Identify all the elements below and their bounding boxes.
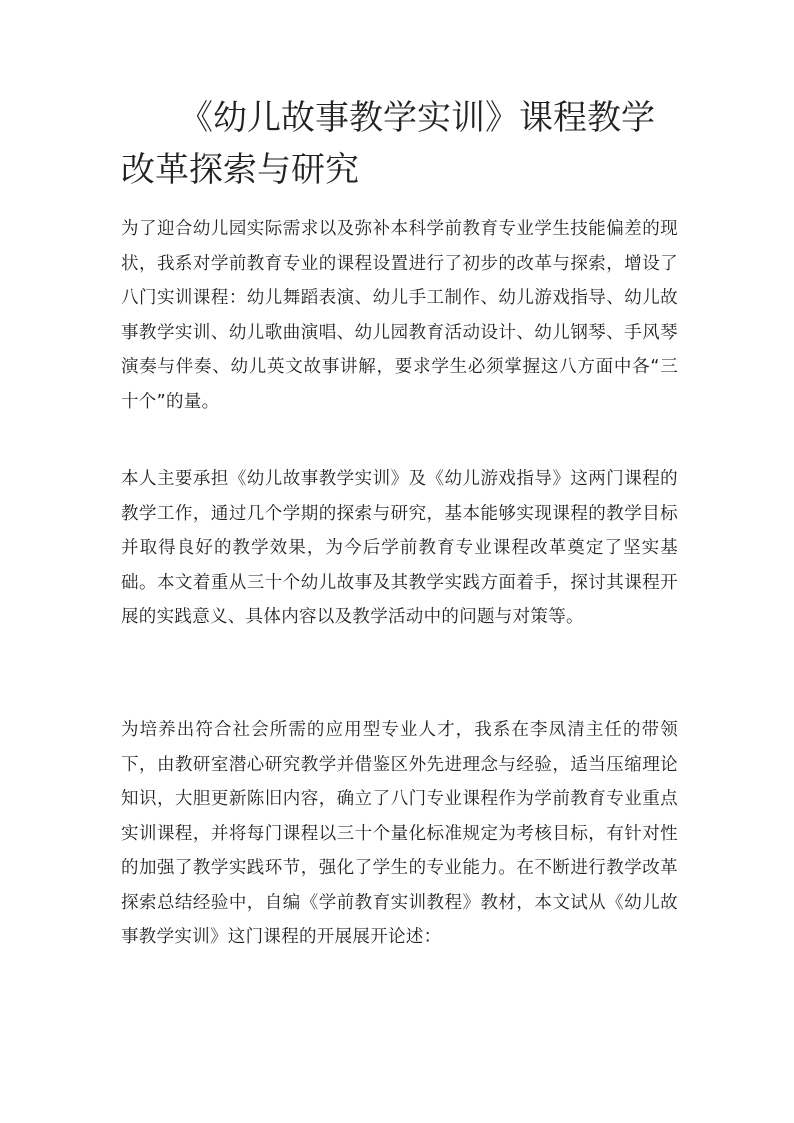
paragraph-reform-measures: 为培养出符合社会所需的应用型专业人才，我系在李凤清主任的带领下，由教研室潜心研究教学并借鉴区外先进理念与经验，适当压缩理论知识，大胆更新陈旧内容，确立了八门专业课程作为学前教育专业重点实训课程，并将每门课程以三十个量化标准规定为考核目标，有针对性的加强了教学实践环节，强化了学生的专业能力。在不断进行教学改革探索总结经验中，自编《学前教育实训教程》教材，本文试从《幼儿故事教学实训》这门课程的开展展开论述： [121,720,678,947]
paragraph-author-role: 本人主要承担《幼儿故事教学实训》及《幼儿游戏指导》这两门课程的教学工作，通过几个学期的探索与研究，基本能够实现课程的教学目标并取得良好的教学效果，为今后学前教育专业课程改革奠定了坚实基础。本文着重从三十个幼儿故事及其教学实践方面着手，探讨其课程开展的实践意义、具体内容以及教学活动中的问题与对策等。 [121,469,678,627]
document-title: 《幼儿故事教学实训》课程教学改革探索与研究 [121,98,655,190]
paragraph-background: 为了迎合幼儿园实际需求以及弥补本科学前教育专业学生技能偏差的现状，我系对学前教育专业的课程设置进行了初步的改革与探索，增设了八门实训课程：幼儿舞蹈表演、幼儿手工制作、幼儿游戏指导、幼儿故事教学实训、幼儿歌曲演唱、幼儿园教育活动设计、幼儿钢琴、手风琴演奏与伴奏、幼儿英文故事讲解，要求学生必须掌握这八方面中各“三十个”的量。 [121,219,678,412]
